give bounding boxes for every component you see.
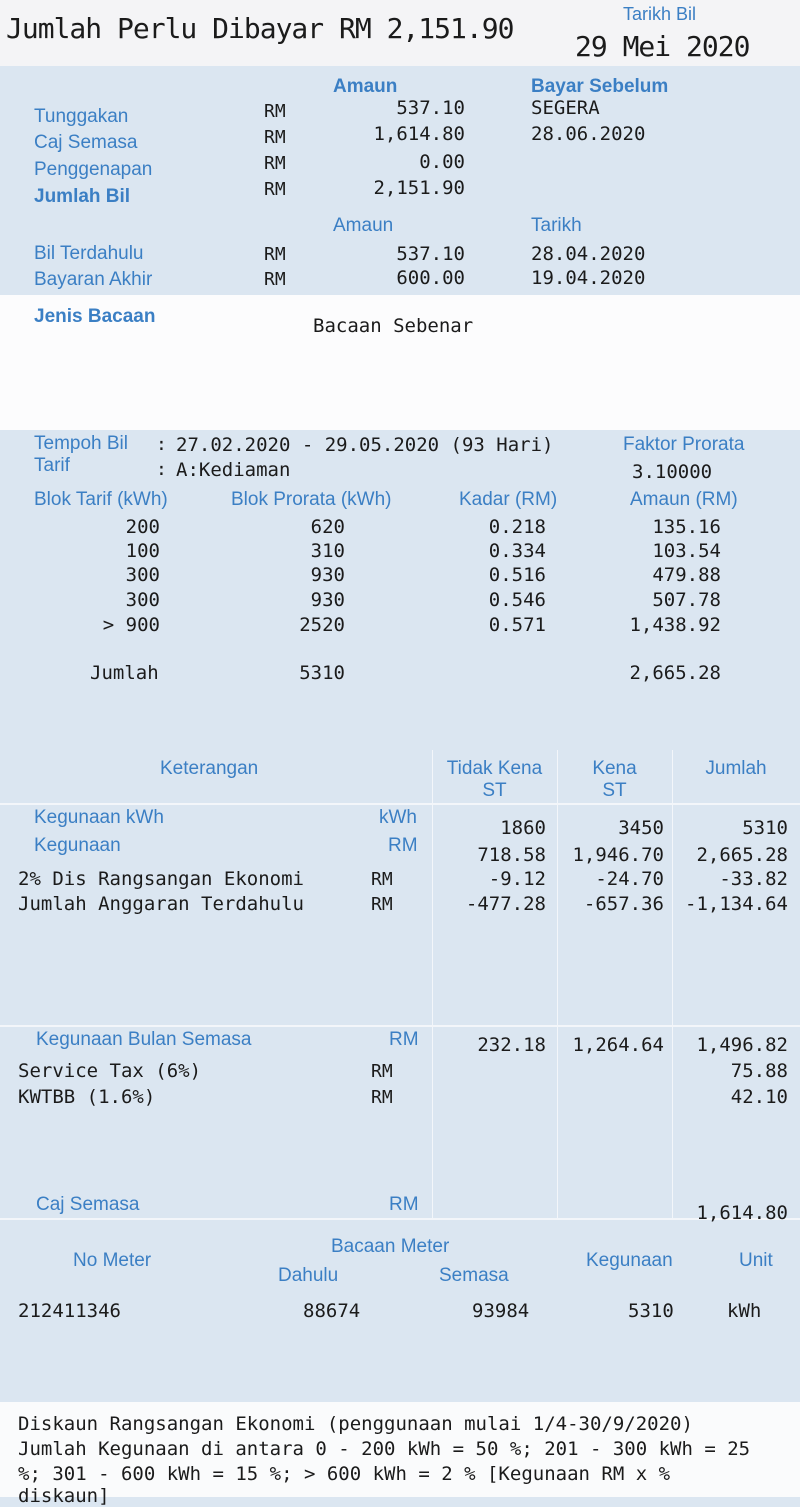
- previous-label: Bayaran Akhir: [34, 269, 153, 290]
- tariff-value: A:Kediaman: [176, 459, 291, 481]
- current-usage-label: Kegunaan Bulan Semasa: [36, 1029, 252, 1050]
- summary-currency: RM: [264, 179, 286, 200]
- reading-label: Jenis Bacaan: [34, 306, 156, 327]
- tariff-cell-block: 300: [125, 564, 160, 586]
- summary-col-pay-before: Bayar Sebelum: [531, 76, 669, 97]
- previous-amount: 600.00: [396, 267, 465, 289]
- current-usage-st: 1,264.64: [572, 1034, 664, 1056]
- tariff-cell-prorata: 930: [310, 564, 345, 586]
- meter-unit: kWh: [727, 1300, 762, 1322]
- kwtbb-label: KWTBB (1.6%): [18, 1086, 156, 1108]
- summary-amount: 537.10: [396, 97, 465, 119]
- usage-cell-total: 5310: [742, 817, 788, 839]
- tariff-cell-amount: 479.88: [652, 564, 721, 586]
- tariff-total-label: Jumlah: [90, 662, 159, 684]
- current-usage-no-st: 232.18: [477, 1034, 546, 1056]
- meter-curr: 93984: [472, 1300, 530, 1322]
- kwtbb-value: 42.10: [730, 1086, 788, 1108]
- tariff-total-kwh: 5310: [299, 662, 345, 684]
- summary-col-amount: Amaun: [333, 76, 398, 97]
- tariff-cell-rate: 0.546: [488, 589, 546, 611]
- amount-due-title: Jumlah Perlu Dibayar RM 2,151.90: [6, 12, 514, 45]
- meter-col-reading: Bacaan Meter: [331, 1236, 450, 1257]
- prorata-label: Faktor Prorata: [623, 434, 745, 455]
- kwtbb-unit: RM: [371, 1087, 393, 1108]
- summary-amount: 0.00: [419, 151, 465, 173]
- tariff-cell-block: 100: [125, 540, 160, 562]
- summary-label: Penggenapan: [34, 159, 153, 180]
- previous-amount: 537.10: [396, 243, 465, 265]
- tariff-cell-block: > 900: [102, 614, 160, 636]
- summary-date: 28.06.2020: [531, 123, 646, 145]
- previous-col-date: Tarikh: [531, 215, 582, 236]
- service-tax-label: Service Tax (6%): [18, 1060, 202, 1082]
- previous-currency: RM: [264, 269, 286, 290]
- usage-cell-no-st: 718.58: [477, 844, 546, 866]
- grid-line: [0, 1025, 800, 1027]
- usage-col-no-st: Tidak Kena: [446, 758, 543, 779]
- usage-label: Kegunaan kWh: [34, 807, 164, 828]
- meter-col-no: No Meter: [73, 1250, 152, 1271]
- service-tax-value: 75.88: [730, 1060, 788, 1082]
- usage-label: Jumlah Anggaran Terdahulu: [18, 893, 304, 915]
- tariff-col-rate: Kadar (RM): [459, 489, 558, 510]
- current-charge-value: 1,614.80: [696, 1202, 788, 1224]
- tariff-label: Tarif: [34, 455, 70, 476]
- usage-cell-st: 3450: [618, 817, 664, 839]
- usage-col-st-2: ST: [602, 780, 627, 801]
- usage-cell-no-st: 1860: [500, 817, 546, 839]
- meter-col-prev: Dahulu: [278, 1265, 339, 1286]
- tariff-cell-rate: 0.334: [488, 540, 546, 562]
- usage-col-desc: Keterangan: [160, 758, 259, 779]
- grid-line: [0, 803, 800, 805]
- previous-currency: RM: [264, 244, 286, 265]
- previous-date: 19.04.2020: [531, 267, 646, 289]
- tariff-cell-amount: 507.78: [652, 589, 721, 611]
- footer-line-1: Diskaun Rangsangan Ekonomi (penggunaan mulai 1/4-30/9/2020): [18, 1413, 693, 1435]
- summary-amount: 1,614.80: [373, 123, 465, 145]
- meter-no: 212411346: [18, 1300, 121, 1322]
- summary-amount: 2,151.90: [373, 177, 465, 199]
- summary-label: Tunggakan: [34, 106, 129, 127]
- tariff-col-amount: Amaun (RM): [630, 489, 738, 510]
- tariff-cell-amount: 135.16: [652, 516, 721, 538]
- previous-label: Bil Terdahulu: [34, 243, 144, 264]
- prorata-value: 3.10000: [632, 461, 713, 483]
- tariff-col-block: Blok Tarif (kWh): [34, 489, 168, 510]
- period-colon: :: [156, 434, 167, 455]
- summary-date: SEGERA: [531, 97, 600, 119]
- footer-line-4: diskaun]: [18, 1485, 110, 1507]
- tariff-cell-block: 300: [125, 589, 160, 611]
- usage-label: Kegunaan: [34, 835, 121, 856]
- tariff-cell-prorata: 310: [310, 540, 345, 562]
- tariff-cell-prorata: 620: [310, 516, 345, 538]
- usage-unit: RM: [371, 869, 393, 890]
- footer-line-2: Jumlah Kegunaan di antara 0 - 200 kWh = 50 %; 201 - 300 kWh = 25: [18, 1438, 751, 1460]
- usage-cell-total: -33.82: [719, 868, 788, 890]
- meter-usage: 5310: [628, 1300, 674, 1322]
- usage-cell-st: -24.70: [595, 868, 664, 890]
- summary-label: Caj Semasa: [34, 132, 138, 153]
- tariff-cell-prorata: 930: [310, 589, 345, 611]
- current-charge-unit: RM: [389, 1194, 419, 1215]
- current-usage-unit: RM: [389, 1029, 419, 1050]
- service-tax-unit: RM: [371, 1061, 393, 1082]
- tariff-cell-block: 200: [125, 516, 160, 538]
- meter-prev: 88674: [303, 1300, 361, 1322]
- meter-col-unit: Unit: [739, 1250, 773, 1271]
- tariff-cell-rate: 0.218: [488, 516, 546, 538]
- usage-col-total: Jumlah: [705, 758, 767, 779]
- previous-date: 28.04.2020: [531, 243, 646, 265]
- summary-currency: RM: [264, 101, 286, 122]
- usage-cell-no-st: -9.12: [488, 868, 546, 890]
- reading-value: Bacaan Sebenar: [313, 315, 474, 337]
- footer-line-3: %; 301 - 600 kWh = 15 %; > 600 kWh = 2 % [Kegunaan RM x %: [18, 1463, 671, 1485]
- summary-currency: RM: [264, 127, 286, 148]
- usage-col-no-st-2: ST: [482, 780, 507, 801]
- usage-label: 2% Dis Rangsangan Ekonomi: [18, 868, 304, 890]
- summary-currency: RM: [264, 153, 286, 174]
- tariff-cell-rate: 0.516: [488, 564, 546, 586]
- period-label: Tempoh Bil: [34, 433, 128, 454]
- bill-date-label: Tarikh Bil: [623, 4, 697, 24]
- tariff-cell-rate: 0.571: [488, 614, 546, 636]
- usage-col-st: Kena: [592, 758, 637, 779]
- current-usage-total: 1,496.82: [696, 1034, 788, 1056]
- summary-label: Jumlah Bil: [34, 186, 131, 207]
- usage-cell-total: 2,665.28: [696, 844, 788, 866]
- tariff-col-prorata: Blok Prorata (kWh): [231, 489, 392, 510]
- tariff-cell-prorata: 2520: [299, 614, 345, 636]
- tariff-total-amount: 2,665.28: [629, 662, 721, 684]
- usage-cell-st: 1,946.70: [572, 844, 664, 866]
- tariff-colon: :: [156, 459, 167, 480]
- meter-col-usage: Kegunaan: [586, 1250, 673, 1271]
- bill-date: 29 Mei 2020: [575, 30, 750, 63]
- usage-unit: kWh: [379, 807, 417, 828]
- usage-cell-total: -1,134.64: [685, 893, 788, 915]
- current-charge-label: Caj Semasa: [36, 1194, 140, 1215]
- tariff-cell-amount: 1,438.92: [629, 614, 721, 636]
- usage-cell-no-st: -477.28: [465, 893, 546, 915]
- usage-cell-st: -657.36: [583, 893, 664, 915]
- tariff-cell-amount: 103.54: [652, 540, 721, 562]
- period-value: 27.02.2020 - 29.05.2020 (93 Hari): [176, 434, 554, 456]
- meter-col-curr: Semasa: [439, 1265, 509, 1286]
- usage-unit: RM: [371, 894, 393, 915]
- previous-col-amount: Amaun: [333, 215, 394, 236]
- usage-unit: RM: [388, 835, 418, 856]
